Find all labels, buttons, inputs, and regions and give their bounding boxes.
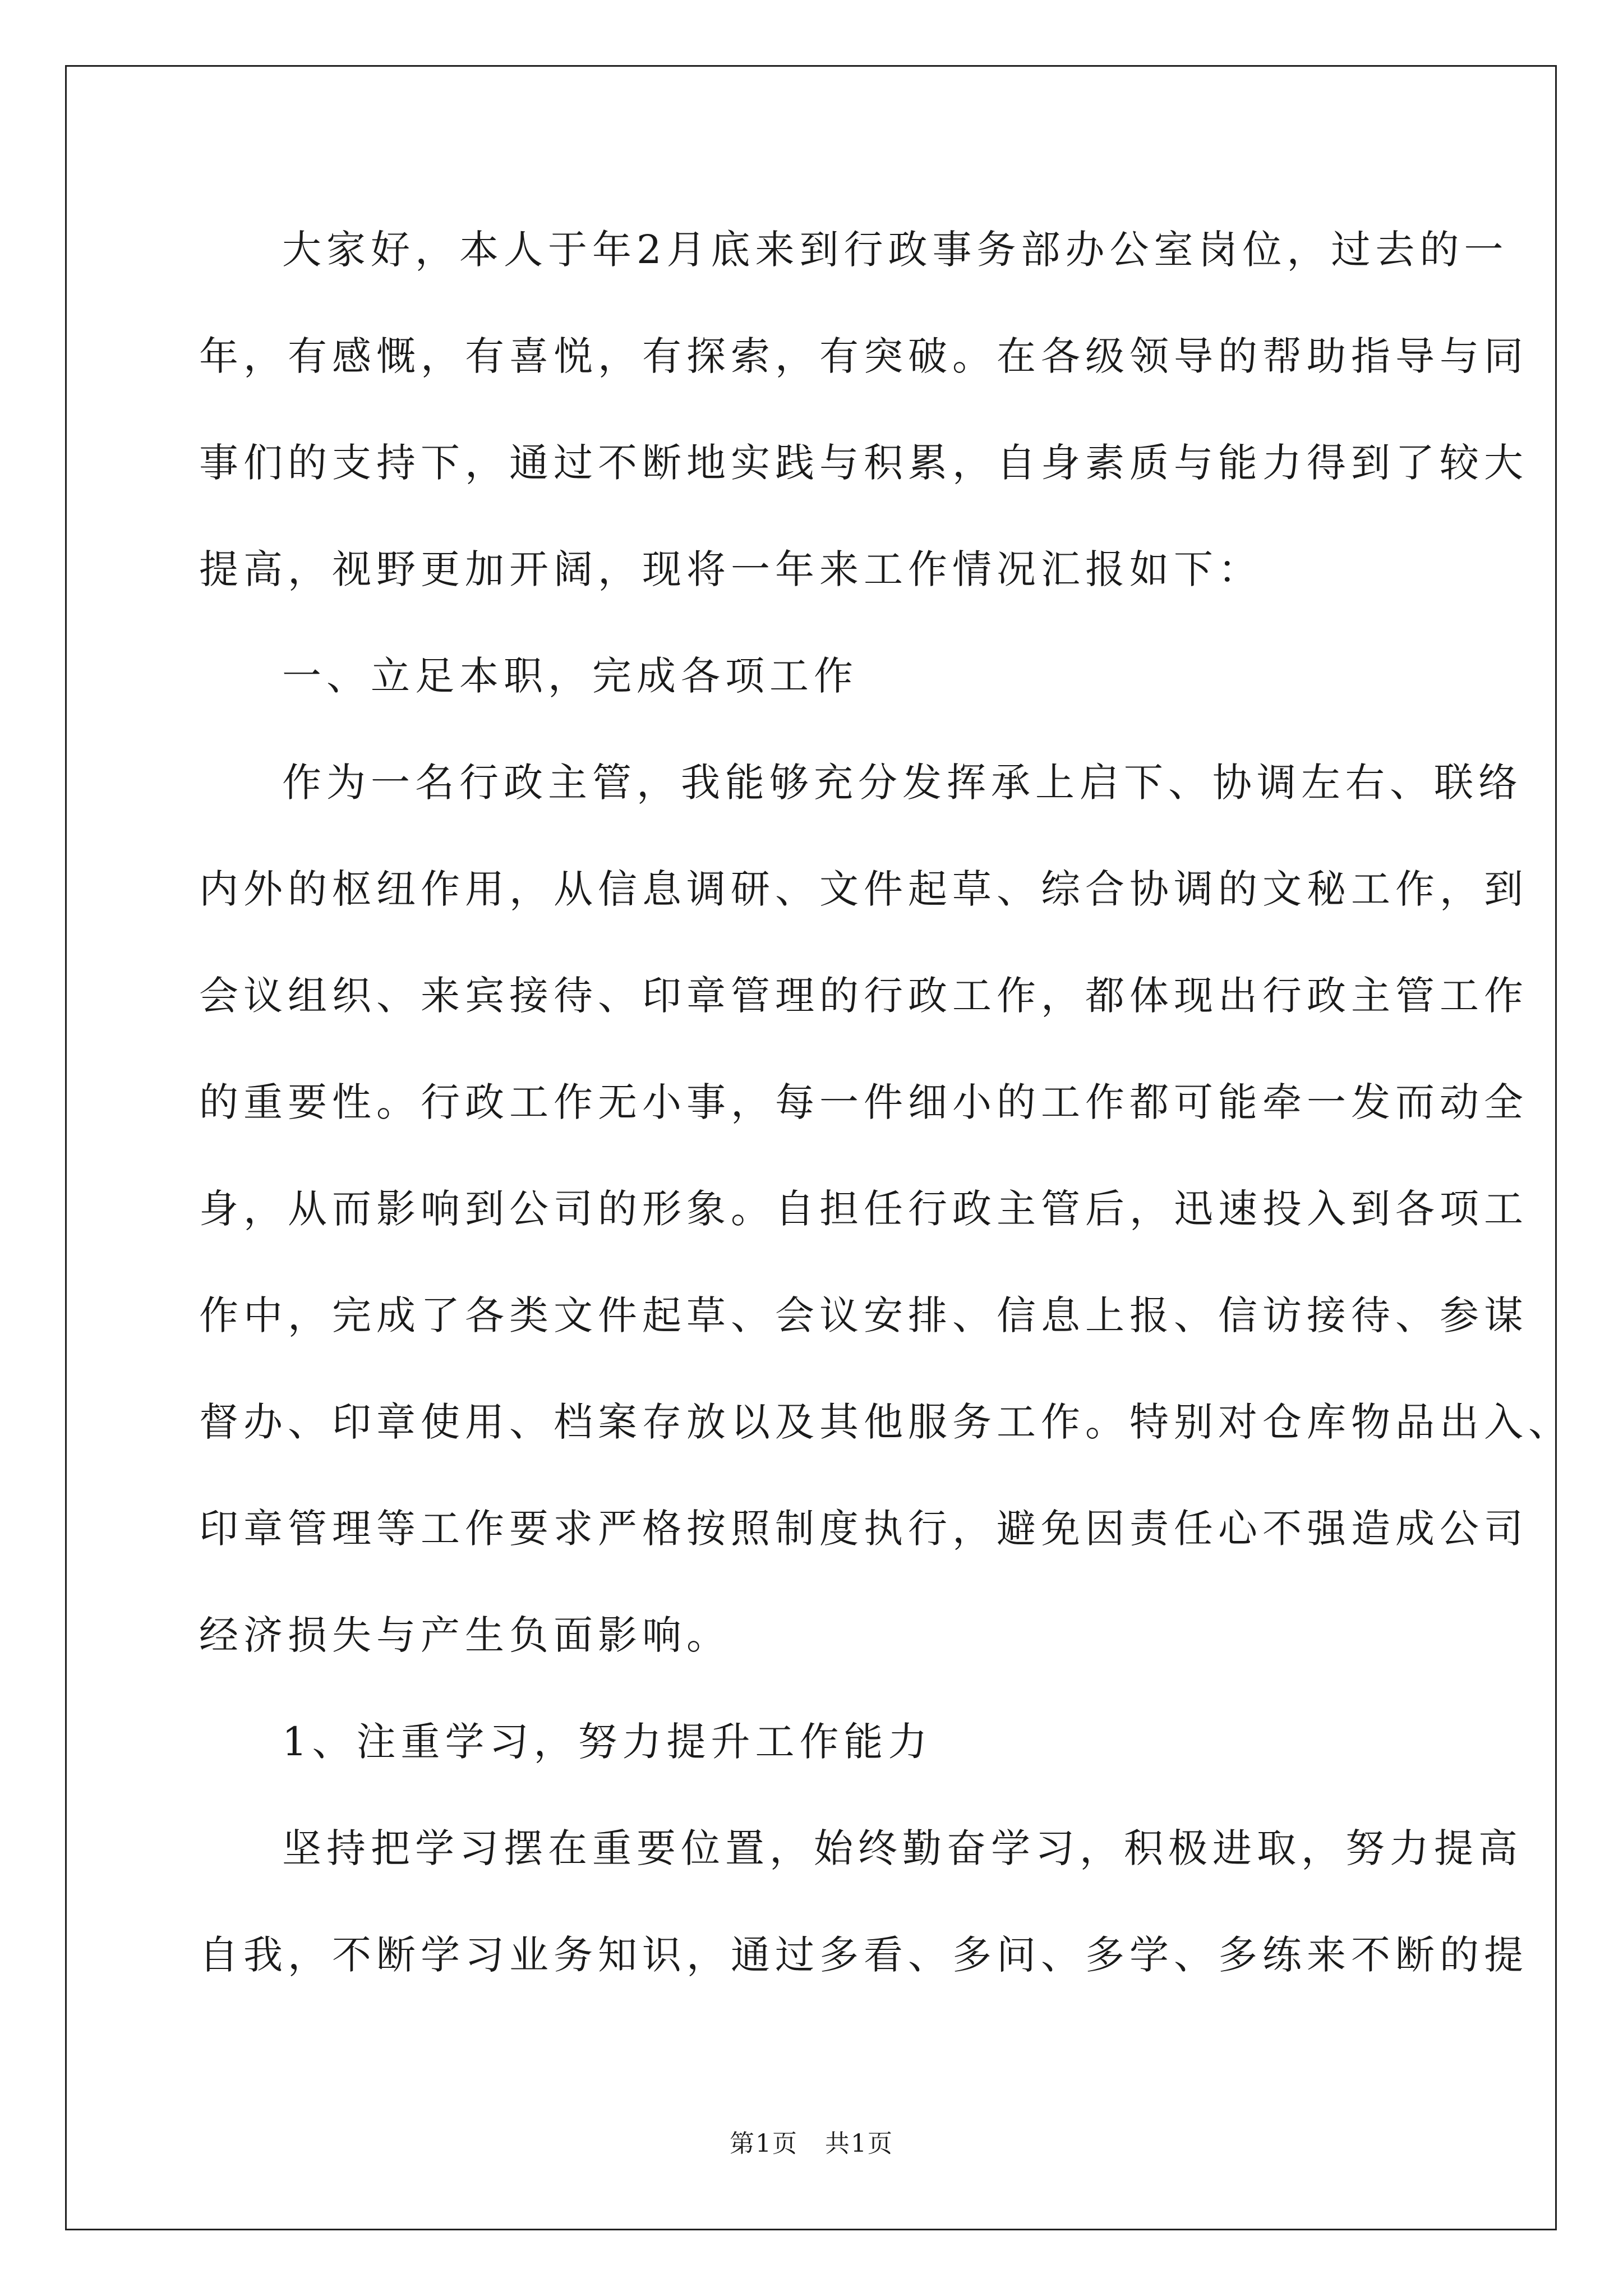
text-line: 督办、印章使用、档案存放以及其他服务工作。特别对仓库物品出入、 (199, 1399, 1573, 1445)
text-line: 的重要性。行政工作无小事，每一件细小的工作都可能牵一发而动全 (199, 1079, 1528, 1125)
text-line: 会议组织、来宾接待、印章管理的行政工作，都体现出行政主管工作 (199, 973, 1528, 1019)
subsection-heading: 1、注重学习，努力提升工作能力 (282, 1719, 933, 1765)
text-line: 作为一名行政主管，我能够充分发挥承上启下、协调左右、联络 (282, 760, 1523, 806)
text-line: 经济损失与产生负面影响。 (199, 1612, 731, 1658)
page-number: 第1页 共1页 (730, 2129, 893, 2158)
text-line: 事们的支持下，通过不断地实践与积累，自身素质与能力得到了较大 (199, 440, 1528, 486)
text-line: 坚持把学习摆在重要位置，始终勤奋学习，积极进取，努力提高 (282, 1825, 1523, 1871)
text-line: 自我，不断学习业务知识，通过多看、多问、多学、多练来不断的提 (199, 1932, 1528, 1978)
text-line: 印章管理等工作要求严格按照制度执行，避免因责任心不强造成公司 (199, 1506, 1528, 1552)
text-line: 年，有感慨，有喜悦，有探索，有突破。在各级领导的帮助指导与同 (199, 333, 1528, 379)
document-body (199, 213, 1573, 2025)
section-heading: 一、立足本职，完成各项工作 (282, 653, 858, 699)
text-line: 大家好，本人于年2月底来到行政事务部办公室岗位，过去的一 (282, 227, 1509, 273)
text-line: 身，从而影响到公司的形象。自担任行政主管后，迅速投入到各项工 (199, 1186, 1528, 1232)
text-line: 提高，视野更加开阔，现将一年来工作情况汇报如下： (199, 546, 1262, 592)
text-line: 作中，完成了各类文件起草、会议安排、信息上报、信访接待、参谋 (199, 1292, 1528, 1338)
text-line: 内外的枢纽作用，从信息调研、文件起草、综合协调的文秘工作，到 (199, 866, 1528, 912)
